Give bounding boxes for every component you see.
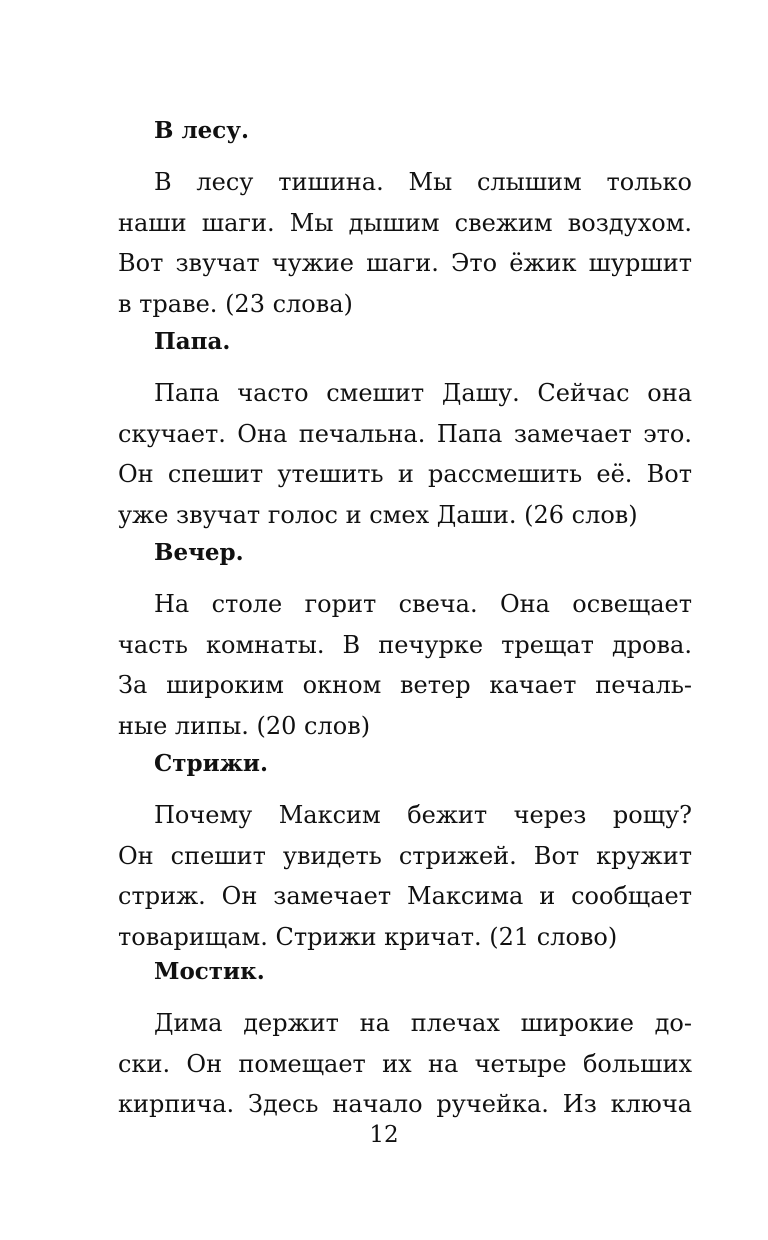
paragraph-line: Вот звучат чужие шаги. Это ёжик шуршит	[118, 249, 692, 277]
section-paragraph	[118, 1003, 692, 1125]
paragraph-line: стриж. Он замечает Максима и сообщает	[118, 882, 692, 910]
paragraph-line: в траве. (23 слова)	[118, 289, 353, 318]
paragraph-line: За широким окном ветер качает печаль-	[118, 671, 692, 699]
section-paragraph	[118, 373, 692, 535]
section-paragraph	[118, 162, 692, 324]
paragraph-line: Почему Максим бежит через рощу?	[154, 801, 692, 829]
section-paragraph	[118, 584, 692, 746]
page-number: 12	[369, 1122, 399, 1148]
paragraph-line: скучает. Она печальна. Папа замечает это.	[118, 419, 692, 448]
paragraph-line: Он спешит утешить и рассмешить её. Вот	[118, 460, 692, 488]
section-heading: Мостик.	[154, 958, 265, 985]
paragraph-line: Дима держит на плечах широкие до-	[154, 1009, 692, 1037]
section-v-lesu	[118, 116, 692, 324]
section-mostik	[118, 957, 692, 1125]
paragraph-line: часть комнаты. В печурке трещат дрова.	[118, 630, 692, 659]
paragraph-line: уже звучат голос и смех Даши. (26 слов)	[118, 500, 638, 529]
paragraph-line: Папа часто смешит Дашу. Сейчас она	[154, 379, 692, 407]
paragraph-line: товарищам. Стрижи кричат. (21 слово)	[118, 922, 618, 951]
paragraph-line: кирпича. Здесь начало ручейка. Из ключа	[118, 1090, 692, 1118]
paragraph-line: ные липы. (20 слов)	[118, 711, 371, 740]
paragraph-line: наши шаги. Мы дышим свежим воздухом.	[118, 208, 692, 237]
paragraph-line: ски. Он помещает их на четыре больших	[118, 1049, 692, 1078]
section-paragraph	[118, 795, 692, 957]
paragraph-line: В лесу тишина. Мы слышим только	[154, 168, 692, 196]
section-heading: В лесу.	[154, 117, 250, 144]
section-heading: Стрижи.	[154, 750, 268, 777]
section-vecher	[118, 538, 692, 746]
section-papa	[118, 327, 692, 535]
section-strizhi	[118, 749, 692, 957]
paragraph-line: На столе горит свеча. Она освещает	[154, 590, 692, 618]
section-heading: Вечер.	[154, 539, 244, 566]
section-heading: Папа.	[154, 328, 231, 355]
paragraph-line: Он спешит увидеть стрижей. Вот кружит	[118, 841, 692, 870]
